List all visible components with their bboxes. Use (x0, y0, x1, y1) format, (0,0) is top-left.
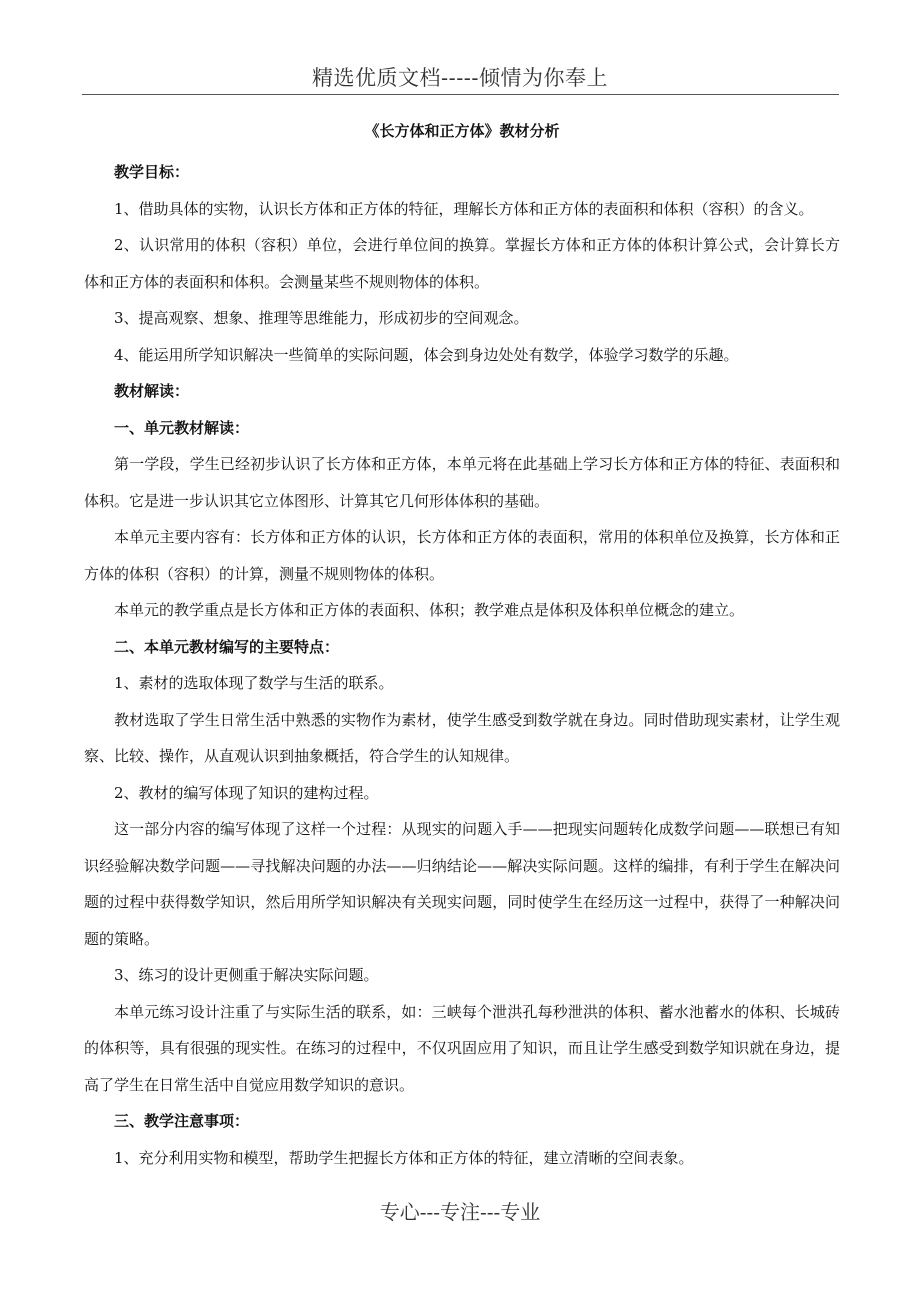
section-heading-unit: 一、单元教材解读： (114, 418, 250, 437)
page-header: 精选优质文档-----倾情为你奉上 (312, 66, 608, 90)
header-divider (82, 94, 839, 95)
paragraph: 这一部分内容的编写体现了这样一个过程：从现实的问题入手——把现实问题转化成数学问题——联想已有知识经验解决数学问题——寻找解决问题的办法——归纳结论——解决实际问题。这样的编排，有利于学生在解决问题的过程中获得数学知识，然后用所学知识解决有关现实问题，同时使学生在经历这一过程中，获得了一种解决问题的策略。 (84, 820, 840, 948)
paragraph: 本单元练习设计注重了与实际生活的联系，如：三峡每个泄洪孔每秒泄洪的体积、蓄水池蓄水的体积、长城砖的体积等，具有很强的现实性。在练习的过程中，不仅巩固应用了知识，而且让学生感受到数学知识就在身边，提高了学生在日常生活中自觉应用数学知识的意识。 (84, 1002, 840, 1094)
paragraph: 4、能运用所学知识解决一些简单的实际问题，体会到身边处处有数学，体验学习数学的乐趣。 (114, 345, 739, 364)
document-title: 《长方体和正方体》教材分析 (364, 122, 560, 140)
section-heading-reading: 教材解读： (114, 382, 190, 400)
document-body (84, 118, 840, 1176)
section-heading-features: 二、本单元教材编写的主要特点： (114, 637, 340, 656)
paragraph: 教材选取了学生日常生活中熟悉的实物作为素材，使学生感受到数学就在身边。同时借助现实素材，让学生观察、比较、操作，从直观认识到抽象概括，符合学生的认知规律。 (84, 710, 840, 765)
paragraph: 本单元主要内容有：长方体和正方体的认识，长方体和正方体的表面积，常用的体积单位及换算，长方体和正方体的体积（容积）的计算，测量不规则物体的体积。 (84, 528, 840, 583)
section-heading-notes: 三、教学注意事项： (114, 1112, 250, 1130)
paragraph: 第一学段，学生已经初步认识了长方体和正方体，本单元将在此基础上学习长方体和正方体的特征、表面积和体积。它是进一步认识其它立体图形、计算其它几何形体体积的基础。 (84, 455, 840, 510)
paragraph: 3、提高观察、想象、推理等思维能力，形成初步的空间观念。 (114, 309, 529, 327)
page-footer: 专心---专注---专业 (379, 1200, 541, 1224)
paragraph: 2、教材的编写体现了知识的建构过程。 (114, 783, 379, 802)
section-heading-goals: 教学目标： (114, 163, 190, 181)
paragraph: 3、练习的设计更侧重于解决实际问题。 (114, 966, 379, 984)
paragraph: 2、认识常用的体积（容积）单位，会进行单位间的换算。掌握长方体和正方体的体积计算公式，会计算长方体和正方体的表面积和体积。会测量某些不规则物体的体积。 (84, 236, 840, 291)
paragraph: 本单元的教学重点是长方体和正方体的表面积、体积；教学难点是体积及体积单位概念的建立。 (114, 601, 745, 619)
paragraph: 1、素材的选取体现了数学与生活的联系。 (114, 674, 394, 692)
paragraph: 1、借助具体的实物，认识长方体和正方体的特征，理解长方体和正方体的表面积和体积（容积）的含义。 (114, 199, 814, 218)
paragraph: 1、充分利用实物和模型，帮助学生把握长方体和正方体的特征，建立清晰的空间表象。 (114, 1148, 694, 1167)
